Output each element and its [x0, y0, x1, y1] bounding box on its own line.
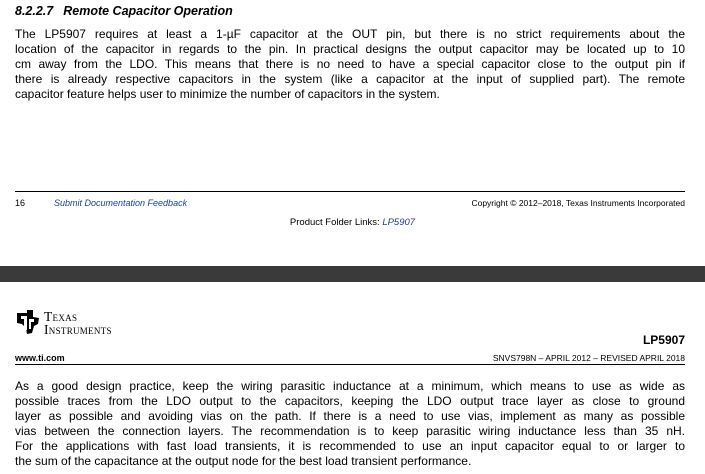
document-revision: SNVS798N – APRIL 2012 – REVISED APRIL 2018 — [492, 353, 685, 363]
paragraph-line: cm away from the LDO. This means that there is no need to have a special capacitor close to the output pin if — [15, 57, 685, 71]
paragraph-line: vias between the connection layers. The recommendation is to keep parasitic wiring inductance less than 35 nH. — [15, 424, 685, 438]
section-title: Remote Capacitor Operation — [63, 4, 233, 18]
product-folder-link[interactable]: LP5907 — [382, 217, 416, 228]
product-folder-label: Product Folder Links: — [289, 217, 383, 228]
logo-text-instruments: Instruments — [44, 322, 112, 337]
paragraph-line: possible traces from the LDO output to the capacitors, keeping the LDO output trace layer as close to ground — [15, 394, 685, 408]
paragraph-line: location of the capacitor in regards to the pin. In practical designs the output capacitor may be located up to 10 — [15, 42, 685, 56]
paragraph-line: As a good design practice, keep the wiring parasitic inductance at a minimum, which means to use as wide as — [15, 379, 685, 393]
product-id: LP5907 — [642, 333, 685, 347]
design-practice-paragraph — [15, 379, 685, 469]
paragraph-line: The LP5907 requires at least a 1-µF capacitor at the OUT pin, but there is no strict requirements about the — [15, 27, 685, 41]
paragraph-line: the sum of the capacitance at the output node for the best load transient performance. — [15, 454, 472, 468]
paragraph-line: capacitor feature helps user to minimize the number of capacitors in the system. — [15, 87, 440, 101]
paragraph-line: layer as possible and avoiding vias on the path. If there is a need to use vias, implement as many as possible — [15, 409, 685, 423]
page-number: 16 — [15, 198, 26, 208]
ti-logo — [14, 308, 144, 338]
copyright-text: Copyright © 2012–2018, Texas Instruments Incorporated — [471, 198, 685, 208]
submit-feedback-link[interactable]: Submit Documentation Feedback — [54, 198, 188, 208]
logo-text-texas: Texas — [44, 309, 78, 324]
paragraph-line: For the applications with fast load transients, it is recommended to use an input capacitor equal to or larger to — [15, 439, 685, 453]
paragraph-line: there is already respective capacitors in the system (like a capacitor at the input of supplied part). The remote — [15, 72, 685, 86]
section-heading — [15, 4, 233, 18]
site-url[interactable]: www.ti.com — [15, 353, 65, 363]
footer-divider — [15, 191, 685, 192]
header-divider — [15, 364, 685, 365]
section-number: 8.2.2.7 — [15, 4, 54, 18]
ti-logo-icon — [14, 308, 42, 336]
product-folder-links — [0, 217, 705, 228]
page-separator — [0, 266, 705, 282]
remote-capacitor-paragraph — [15, 27, 685, 102]
